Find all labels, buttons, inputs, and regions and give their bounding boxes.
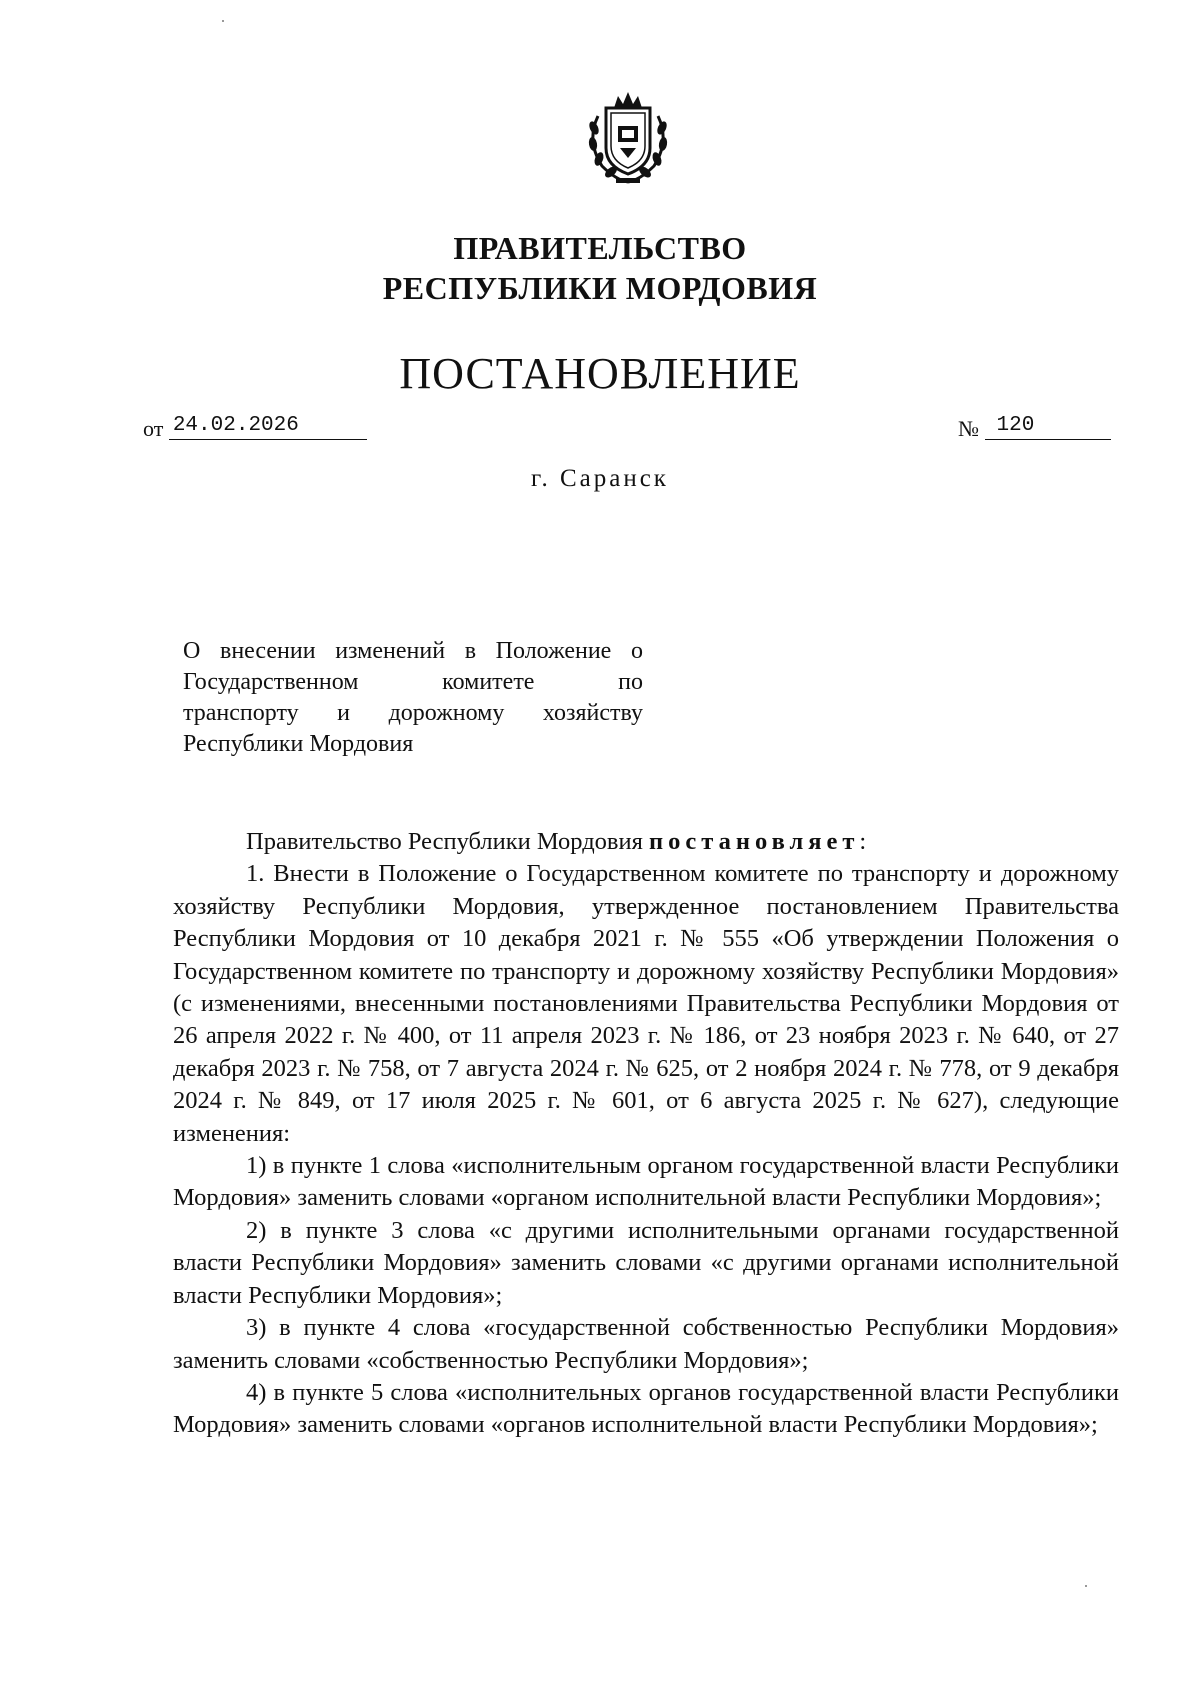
document-type-title: ПОСТАНОВЛЕНИЕ (399, 349, 801, 398)
intro-colon: : (859, 828, 867, 855)
body-paragraph: 4) в пункте 5 слова «исполнительных органов государственной власти Республики Мордовия» заменить словами «органов исполнительной власти Республики Мордовия»; (173, 1378, 1119, 1439)
document-body (173, 826, 1119, 1442)
date-prefix: от (143, 416, 164, 441)
scan-speck (1085, 1585, 1087, 1587)
intro-spaced-verb: постановляет (649, 828, 860, 855)
body-paragraph: 2) в пункте 3 слова «с другими исполнительными органами государственной власти Республики Мордовия» заменить словами «с другими органами исполнительной власти Республики Мордовия»; (173, 1216, 1119, 1309)
subject-line: Государственном комитете по (183, 669, 643, 695)
subject-line: О внесении изменений в Положение о (183, 638, 643, 664)
body-paragraph: 3) в пункте 4 слова «государственной собственностью Республики Мордовия» заменить словами «собственностью Республики Мордовия»; (173, 1314, 1119, 1374)
coat-of-arms-emblem (578, 86, 678, 186)
document-subject (183, 636, 643, 760)
government-title (0, 228, 1200, 308)
intro-text: Правительство Республики Мордовия (246, 828, 650, 855)
scan-speck (222, 20, 224, 22)
body-paragraph: 1. Внести в Положение о Государственном комитете по транспорту и дорожному хозяйству Республики Мордовия, утвержденное постановлением Правительства Республики Мордовия от 10 декабря 2021 г. № 555 «Об утверждении Положения о Государственном комитете по транспорту и дорожному хозяйству Республики Мордовия» (с изменениями, внесенными постановлениями Правительства Республики Мордовия от 26 апреля 2022 г. № 400, от 11 апреля 2023 г. № 186, от 23 ноября 2023 г. № 640, от 27 декабря 2023 г. № 758, от 7 августа 2024 г. № 625, от 2 ноября 2024 г. № 778, от 9 декабря 2024 г. № 849, от 17 июля 2025 г. № 601, от 6 августа 2025 г. № 627), следующие изменения: (173, 860, 1119, 1147)
city-label: г. Саранск (531, 465, 669, 492)
number-prefix: № (958, 416, 979, 441)
date-row (143, 416, 367, 446)
number-row (958, 416, 1111, 446)
government-title-line2: РЕСПУБЛИКИ МОРДОВИЯ (382, 270, 818, 306)
date-field: 24.02.2026 (169, 413, 367, 440)
intro-paragraph (173, 826, 1119, 858)
government-title-line1: ПРАВИТЕЛЬСТВО (453, 230, 747, 266)
subject-line: Республики Мордовия (183, 731, 414, 757)
body-paragraph: 1) в пункте 1 слова «исполнительным органом государственной власти Республики Мордовия» заменить словами «органом исполнительной власти Республики Мордовия»; (173, 1152, 1119, 1212)
subject-line: транспорту и дорожному хозяйству (183, 700, 643, 726)
number-field: 120 (985, 413, 1111, 440)
